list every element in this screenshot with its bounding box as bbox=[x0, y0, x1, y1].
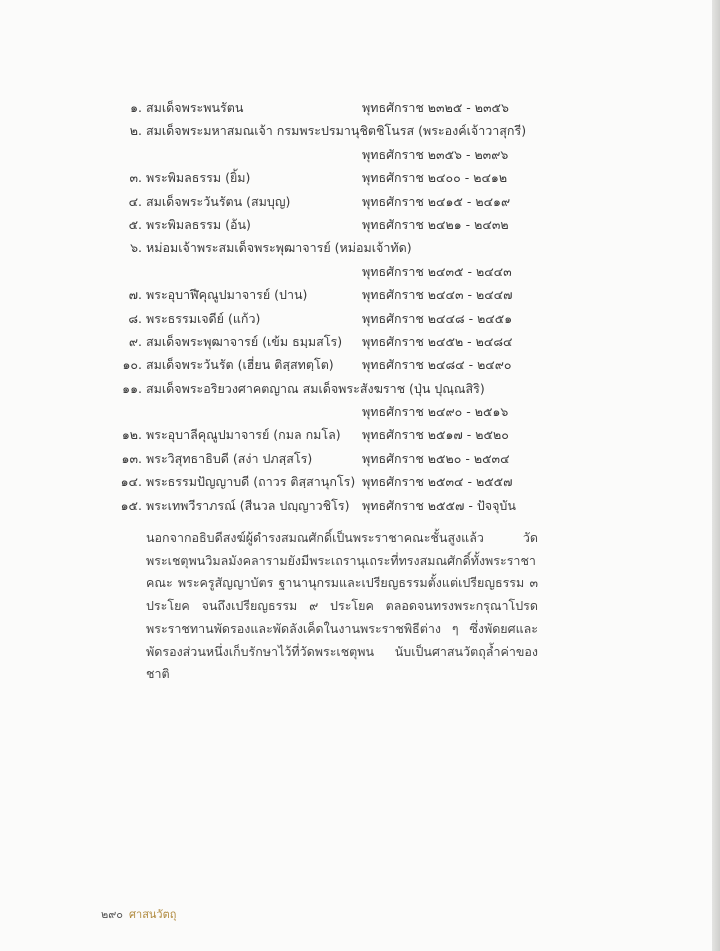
abbot-name: สมเด็จพระพุฒาจารย์ (เข้ม ธมฺมสโร) bbox=[146, 333, 343, 349]
abbot-row bbox=[0, 143, 712, 166]
abbot-row bbox=[0, 447, 712, 470]
abbot-row bbox=[0, 119, 712, 142]
abbot-list bbox=[0, 96, 712, 517]
abbot-tenure: พุทธศักราช ๒๓๒๕ - ๒๓๕๖ bbox=[362, 100, 509, 115]
abbot-number: ๗. bbox=[128, 287, 142, 303]
abbot-number: ๑๐. bbox=[122, 357, 142, 373]
abbot-row bbox=[0, 400, 712, 423]
abbot-row bbox=[0, 166, 712, 189]
abbot-name: หม่อมเจ้าพระสมเด็จพระพุฒาจารย์ (หม่อมเจ้าทัด) bbox=[146, 240, 412, 256]
abbot-number: ๕. bbox=[128, 216, 142, 232]
abbot-number: ๑๔. bbox=[120, 474, 142, 490]
book-title: ศาสนวัตถุ bbox=[129, 908, 177, 921]
abbot-tenure: พุทธศักราช ๒๔๕๒ - ๒๔๘๔ bbox=[362, 333, 513, 349]
abbot-tenure: พุทธศักราช ๒๓๕๖ - ๒๓๙๖ bbox=[362, 146, 509, 162]
abbot-name: สมเด็จพระอริยวงศาคตญาณ สมเด็จพระสังฆราช (ปุ่น ปุณฺณสิริ) bbox=[146, 380, 485, 396]
abbot-name: สมเด็จพระวันรัต (เฮี่ยน ติสฺสทตฺโต) bbox=[146, 357, 334, 373]
page-edge-shadow bbox=[712, 0, 720, 951]
abbot-row bbox=[0, 470, 712, 493]
abbot-tenure: พุทธศักราช ๒๕๒๐ - ๒๕๓๔ bbox=[362, 450, 510, 466]
abbot-number: ๙. bbox=[128, 333, 142, 349]
abbot-name: พระวิสุทธาธิบดี (สง่า ปภสฺสโร) bbox=[146, 450, 313, 466]
abbot-row bbox=[0, 307, 712, 330]
abbot-row bbox=[0, 330, 712, 353]
abbot-name: สมเด็จพระวันรัตน (สมบุญ) bbox=[146, 193, 291, 209]
abbot-name: พระอุบาฬีคุณูปมาจารย์ (ปาน) bbox=[146, 287, 308, 303]
abbot-name: พระอุบาลีคุณูปมาจารย์ (กมล กมโล) bbox=[146, 427, 341, 443]
page-number: ๒๙๐ bbox=[101, 908, 124, 921]
abbot-row bbox=[0, 353, 712, 376]
body-paragraph: นอกจากอธิบดีสงฆ์ผู้ดำรงสมณศักดิ์เป็นพระราชาคณะชั้นสูงแล้ว วัดพระเชตุพนวิมลมังคลารามยังมีพระเถรานุเถระที่ทรงสมณศักดิ์ทั้งพระราชาคณะ พระครูสัญญาบัตร ฐานานุกรมและเปรียญธรรมตั้งแต่เปรียญธรรม ๓ ประโยค จนถึงเปรียญธรรม ๙ ประโยค ตลอดจนทรงพระกรุณาโปรดพระราชทานพัดรองและพัดลังเค็ดในงานพระราชพิธีต่าง ๆ ซึ่งพัดยศและพัดรองส่วนหนึ่งเก็บรักษาไว้ที่วัดพระเชตุพน นับเป็นศาสนวัตถุล้ำค่าของชาติ bbox=[146, 530, 538, 682]
abbot-number: ๑๓. bbox=[121, 450, 142, 466]
abbot-tenure: พุทธศักราช ๒๔๔๓ - ๒๔๔๗ bbox=[362, 287, 513, 303]
abbot-number: ๓. bbox=[129, 170, 142, 186]
abbot-name: พระธรรมเจดีย์ (แก้ว) bbox=[146, 310, 261, 326]
abbot-tenure: พุทธศักราช ๒๔๐๐ - ๒๔๑๒ bbox=[362, 170, 508, 186]
abbot-tenure: พุทธศักราช ๒๔๔๘ - ๒๔๕๑ bbox=[362, 310, 513, 326]
abbot-tenure: พุทธศักราช ๒๕๓๔ - ๒๕๕๗ bbox=[362, 474, 513, 490]
abbot-name: พระพิมลธรรม (อ้น) bbox=[146, 216, 251, 232]
abbot-row bbox=[0, 213, 712, 236]
abbot-row bbox=[0, 96, 712, 119]
abbot-tenure: พุทธศักราช ๒๔๓๕ - ๒๔๔๓ bbox=[362, 263, 512, 279]
abbot-row bbox=[0, 190, 712, 213]
abbot-tenure: พุทธศักราช ๒๕๑๗ - ๒๕๒๐ bbox=[362, 427, 509, 443]
abbot-tenure: พุทธศักราช ๒๔๙๐ - ๒๕๑๖ bbox=[362, 404, 509, 420]
abbot-row bbox=[0, 260, 712, 283]
abbot-tenure: พุทธศักราช ๒๕๕๗ - ปัจจุบัน bbox=[362, 497, 516, 513]
abbot-row bbox=[0, 423, 712, 446]
abbot-number: ๑๒. bbox=[121, 427, 142, 443]
abbot-name: พระธรรมปัญญาบดี (ถาวร ติสฺสานุกโร) bbox=[146, 474, 356, 490]
abbot-name: พระพิมลธรรม (ยิ้ม) bbox=[146, 170, 251, 186]
abbot-number: ๘. bbox=[128, 310, 142, 326]
abbot-name: สมเด็จพระมหาสมณเจ้า กรมพระปรมานุชิตชิโนรส (พระองค์เจ้าวาสุกรี) bbox=[146, 123, 527, 139]
abbot-number: ๖. bbox=[130, 240, 142, 256]
abbot-name: พระเทพวีราภรณ์ (สีนวล ปญฺญาวชิโร) bbox=[146, 497, 350, 513]
abbot-row bbox=[0, 494, 712, 517]
abbot-number: ๒. bbox=[129, 123, 142, 139]
abbot-row bbox=[0, 377, 712, 400]
abbot-tenure: พุทธศักราช ๒๔๑๕ - ๒๔๑๙ bbox=[362, 193, 511, 209]
abbot-number: ๑๑. bbox=[122, 380, 142, 396]
abbot-row bbox=[0, 236, 712, 259]
abbot-tenure: พุทธศักราช ๒๔๘๔ - ๒๔๙๐ bbox=[362, 357, 512, 373]
abbot-name: สมเด็จพระพนรัตน bbox=[146, 100, 244, 115]
abbot-tenure: พุทธศักราช ๒๔๒๑ - ๒๔๓๒ bbox=[362, 216, 509, 232]
abbot-number: ๑. bbox=[130, 100, 142, 115]
abbot-row bbox=[0, 283, 712, 306]
abbot-number: ๑๕. bbox=[120, 497, 142, 513]
page-footer bbox=[101, 905, 176, 923]
abbot-number: ๔. bbox=[128, 193, 142, 209]
